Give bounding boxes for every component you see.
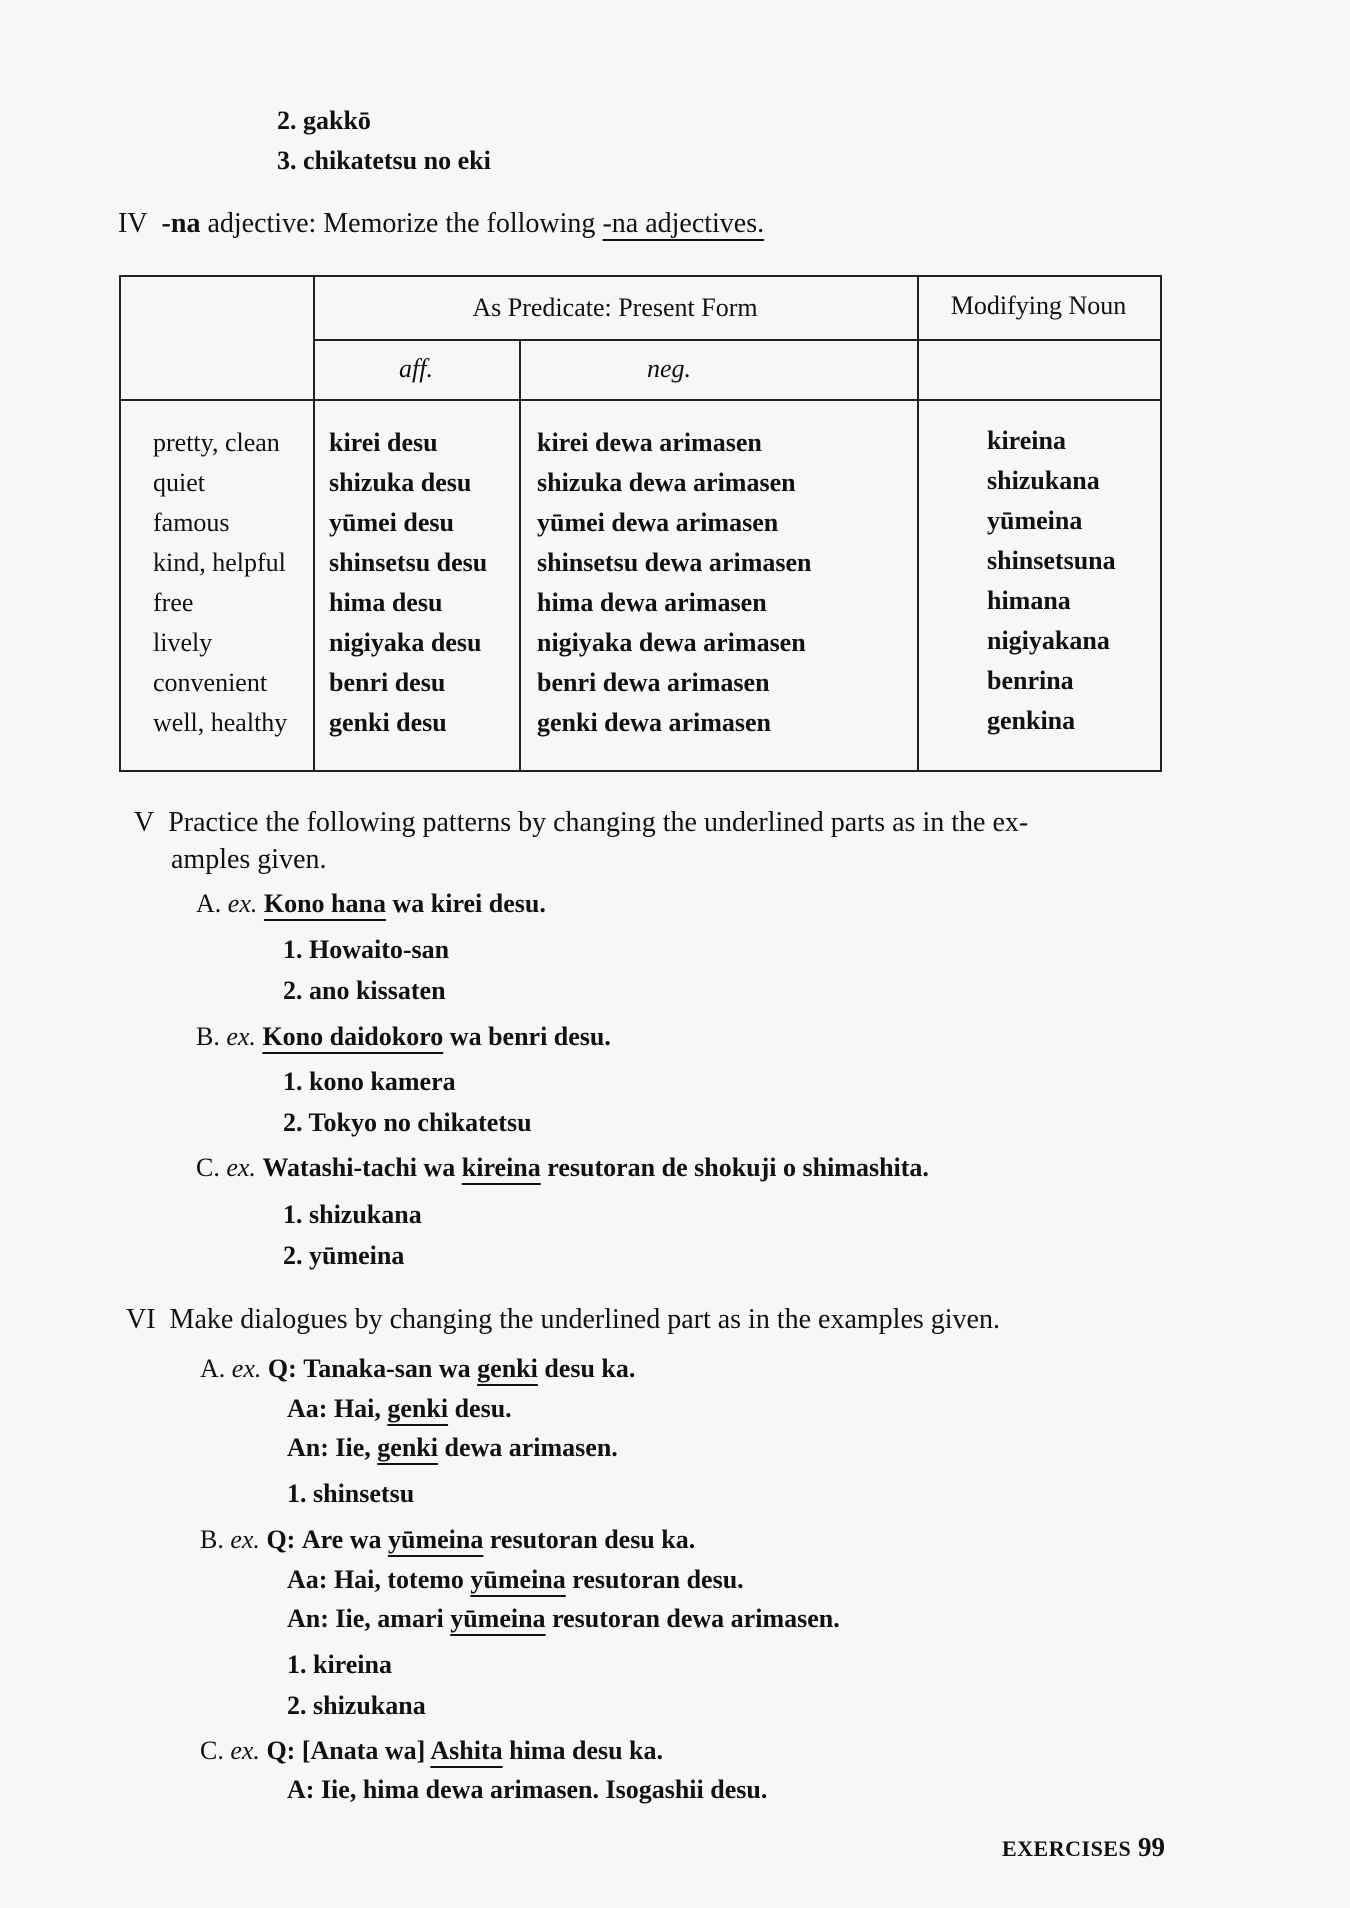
neg-cell: shinsetsu dewa arimasen bbox=[537, 548, 812, 577]
page-number: 99 bbox=[1138, 1832, 1165, 1862]
meaning-cell: kind, helpful bbox=[153, 548, 286, 577]
aff-cell: shizuka desu bbox=[329, 468, 472, 497]
underlined-part: Kono hana bbox=[263, 889, 386, 918]
heading-text: Practice the following patterns by changing the underlined parts as in the ex- bbox=[168, 807, 1029, 838]
exercise-vi-c-answer: A: Iie, hima dewa arimasen. Isogashii desu. bbox=[287, 1775, 768, 1804]
list-item bbox=[277, 106, 371, 136]
example-rest: wa kirei desu. bbox=[385, 889, 546, 918]
meaning-cell: convenient bbox=[153, 668, 268, 697]
list-item: 2. yūmeina bbox=[283, 1241, 405, 1270]
exercise-letter: C. bbox=[196, 1153, 220, 1182]
meaning-cell: well, healthy bbox=[153, 708, 288, 737]
na-adjective-table bbox=[119, 275, 1162, 772]
list-item: 1. shizukana bbox=[283, 1200, 422, 1229]
section-numeral: IV bbox=[118, 208, 148, 239]
list-item: 2. Tokyo no chikatetsu bbox=[283, 1108, 532, 1137]
ex-label: ex. bbox=[226, 1153, 256, 1182]
example-pre: Watashi-tachi wa bbox=[262, 1153, 462, 1182]
item-number: 2. bbox=[277, 106, 297, 135]
header-modifying-noun: Modifying Noun bbox=[950, 291, 1127, 320]
header-predicate: As Predicate: Present Form bbox=[472, 293, 758, 322]
example-rest: wa benri desu. bbox=[443, 1022, 611, 1051]
list-item: 2. ano kissaten bbox=[283, 976, 446, 1005]
exercise-v-a bbox=[196, 889, 546, 919]
aff-column bbox=[329, 423, 487, 743]
heading-underlined: -na adjectives. bbox=[602, 208, 765, 239]
aff-cell: kirei desu bbox=[329, 428, 438, 457]
aff-cell: genki desu bbox=[329, 708, 447, 737]
modifying-cell: himana bbox=[987, 586, 1071, 615]
list-item: 1. shinsetsu bbox=[287, 1479, 415, 1508]
modifying-cell: benrina bbox=[987, 666, 1074, 695]
exercise-vi-a-answer-neg: An: Iie, genki dewa arimasen. bbox=[287, 1433, 618, 1462]
exercise-letter: B. bbox=[196, 1022, 220, 1051]
neg-cell: hima dewa arimasen bbox=[537, 588, 767, 617]
meaning-cell: quiet bbox=[153, 468, 205, 497]
item-text: chikatetsu no eki bbox=[303, 146, 491, 175]
meaning-cell: lively bbox=[153, 628, 213, 657]
list-item: 1. Howaito-san bbox=[283, 935, 450, 964]
section-heading-v-continued: amples given. bbox=[171, 844, 327, 875]
list-item: 1. kono kamera bbox=[283, 1067, 456, 1096]
aff-cell: yūmei desu bbox=[329, 508, 454, 537]
underlined-part: kireina bbox=[461, 1153, 541, 1182]
item-number: 3. bbox=[277, 146, 297, 175]
header-aff: aff. bbox=[399, 354, 433, 383]
exercise-vi-b-answer-aff: Aa: Hai, totemo yūmeina resutoran desu. bbox=[287, 1565, 744, 1594]
modifying-cell: genkina bbox=[987, 706, 1076, 735]
modifying-column bbox=[987, 421, 1116, 741]
aff-cell: nigiyaka desu bbox=[329, 628, 482, 657]
neg-cell: shizuka dewa arimasen bbox=[537, 468, 796, 497]
neg-cell: genki dewa arimasen bbox=[537, 708, 771, 737]
exercise-vi-c-question: C. ex. Q: [Anata wa] Ashita hima desu ka. bbox=[200, 1736, 664, 1765]
section-numeral: VI bbox=[126, 1304, 156, 1335]
modifying-cell: yūmeina bbox=[987, 506, 1083, 535]
neg-column bbox=[537, 423, 811, 743]
list-item: 1. kireina bbox=[287, 1650, 392, 1679]
neg-cell: yūmei dewa arimasen bbox=[537, 508, 779, 537]
list-item: 2. shizukana bbox=[287, 1691, 426, 1720]
example-rest: resutoran de shokuji o shimashita. bbox=[540, 1153, 929, 1182]
section-heading-v bbox=[134, 807, 1028, 839]
neg-cell: nigiyaka dewa arimasen bbox=[537, 628, 806, 657]
underlined-part: yūmeina bbox=[388, 1525, 484, 1554]
aff-cell: benri desu bbox=[329, 668, 446, 697]
header-neg: neg. bbox=[646, 354, 692, 383]
list-item bbox=[277, 146, 491, 176]
section-heading-vi bbox=[126, 1304, 1000, 1336]
exercise-vi-a-question: A. ex. Q: Tanaka-san wa genki desu ka. bbox=[200, 1354, 636, 1383]
exercise-vi-b-question: B. ex. Q: Are wa yūmeina resutoran desu ka. bbox=[200, 1525, 696, 1554]
meaning-cell: famous bbox=[153, 508, 230, 537]
modifying-cell: nigiyakana bbox=[987, 626, 1110, 655]
heading-text: adjective: Memorize the following bbox=[207, 208, 596, 239]
ex-label: ex. bbox=[227, 889, 258, 918]
exercise-v-b bbox=[196, 1022, 611, 1052]
exercise-vi-b-answer-neg: An: Iie, amari yūmeina resutoran dewa arimasen. bbox=[287, 1604, 840, 1633]
underlined-part: yūmeina bbox=[450, 1604, 546, 1633]
section-numeral: V bbox=[134, 807, 155, 838]
exercise-letter: A. bbox=[196, 889, 222, 918]
aff-cell: shinsetsu desu bbox=[329, 548, 488, 577]
modifying-cell: kireina bbox=[987, 426, 1066, 455]
ex-label: ex. bbox=[226, 1022, 256, 1051]
modifying-cell: shizukana bbox=[987, 466, 1100, 495]
meaning-column bbox=[153, 423, 287, 743]
neg-cell: kirei dewa arimasen bbox=[537, 428, 762, 457]
underlined-part: genki bbox=[387, 1394, 449, 1423]
underlined-part: Kono daidokoro bbox=[262, 1022, 444, 1051]
item-text: gakkō bbox=[303, 106, 371, 135]
exercise-v-c bbox=[196, 1153, 929, 1183]
underlined-part: Ashita bbox=[430, 1736, 503, 1765]
aff-cell: hima desu bbox=[329, 588, 443, 617]
underlined-part: genki bbox=[477, 1354, 538, 1383]
underlined-part: yūmeina bbox=[470, 1565, 566, 1594]
neg-cell: benri dewa arimasen bbox=[537, 668, 770, 697]
meaning-cell: pretty, clean bbox=[153, 428, 280, 457]
footer-label: EXERCISES bbox=[1002, 1836, 1132, 1861]
na-term: -na bbox=[161, 208, 201, 239]
underlined-part: genki bbox=[377, 1433, 438, 1462]
exercise-vi-a-answer-aff: Aa: Hai, genki desu. bbox=[287, 1394, 512, 1423]
meaning-cell: free bbox=[153, 588, 194, 617]
heading-text: Make dialogues by changing the underlined part as in the examples given. bbox=[169, 1304, 1000, 1335]
modifying-cell: shinsetsuna bbox=[987, 546, 1116, 575]
section-heading-iv bbox=[118, 208, 764, 240]
